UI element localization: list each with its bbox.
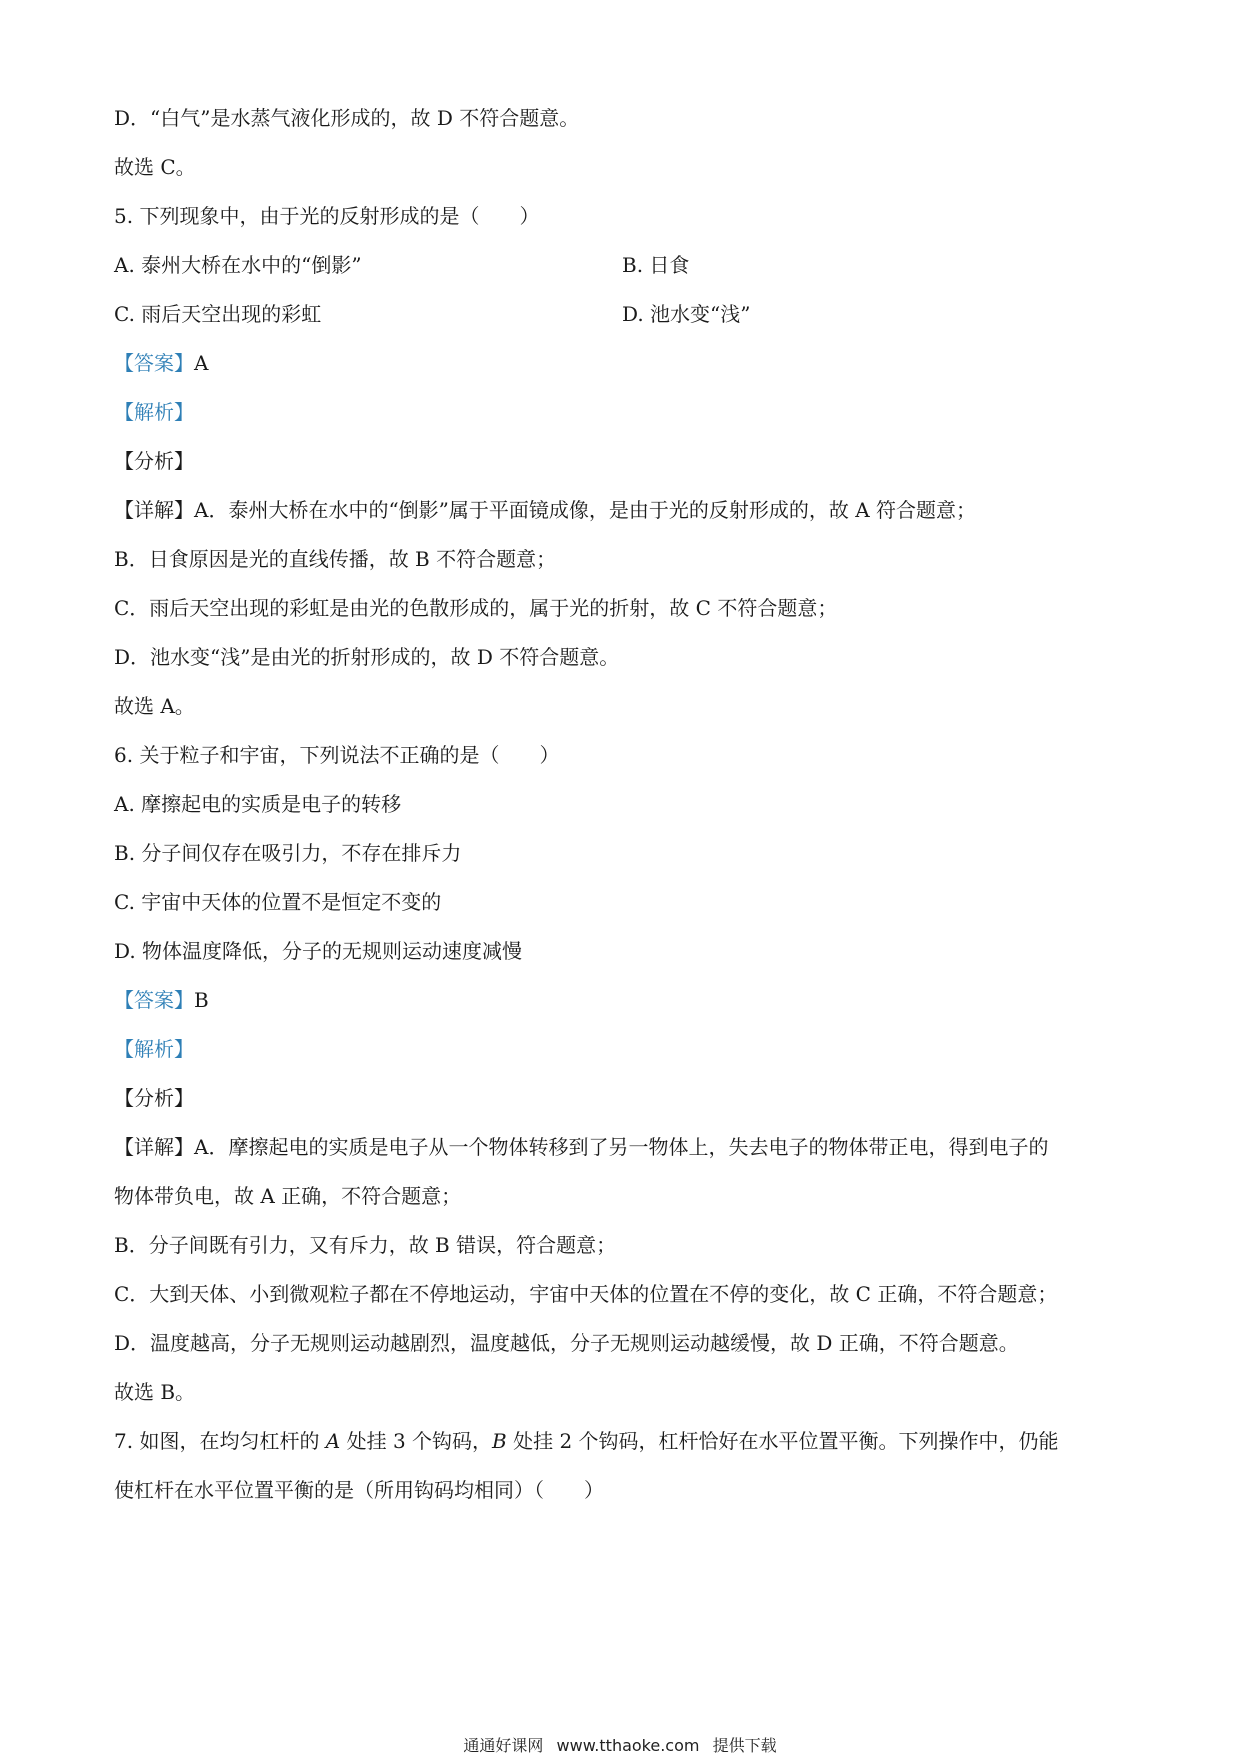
question-6-option-b: B. 分子间仅存在吸引力，不存在排斥力 <box>114 841 462 865</box>
detail-tag: 【详解】 <box>114 1135 194 1159</box>
fenxi-tag: 【分析】 <box>114 1086 194 1110</box>
q7-text-post: 处挂 2 个钩码，杠杆恰好在水平位置平衡。下列操作中，仍能 <box>506 1429 1059 1453</box>
text-line: D．温度越高，分子无规则运动越剧烈，温度越低，分子无规则运动越缓慢，故 D 正确，不符合题意。 <box>114 1331 1019 1355</box>
question-6-option-d: D. 物体温度降低，分子的无规则运动速度减慢 <box>114 939 523 963</box>
text-line: D．“白气”是水蒸气液化形成的，故 D 不符合题意。 <box>114 106 580 130</box>
footer-site-name: 通通好课网 <box>463 1736 544 1755</box>
text-line: C．大到天体、小到微观粒子都在不停地运动，宇宙中天体的位置在不停的变化，故 C 正确，不符合题意； <box>114 1282 1058 1306</box>
answer-line <box>114 349 208 377</box>
q7-text-mid: 处挂 3 个钩码， <box>340 1429 493 1453</box>
detail-tag: 【详解】 <box>114 498 194 522</box>
q7-point-b: B <box>492 1429 507 1453</box>
answer-line <box>114 986 209 1014</box>
question-6-option-c: C. 宇宙中天体的位置不是恒定不变的 <box>114 890 442 914</box>
text-line: 故选 A。 <box>114 694 195 718</box>
footer-url[interactable]: www.tthaoke.com <box>556 1736 700 1755</box>
question-5-option-d: D. 池水变“浅” <box>622 302 751 326</box>
text-line: B．分子间既有引力，又有斥力，故 B 错误，符合题意； <box>114 1233 617 1257</box>
q7-point-a: A <box>325 1429 341 1453</box>
question-5-option-a: A. 泰州大桥在水中的“倒影” <box>114 253 362 277</box>
answer-tag: 【答案】 <box>114 351 194 375</box>
text-line: 物体带负电，故 A 正确，不符合题意； <box>114 1184 462 1208</box>
question-7-stem <box>114 1427 1059 1455</box>
q7-text-pre: 7. 如图，在均匀杠杆的 <box>114 1429 326 1453</box>
detail-line <box>114 496 976 524</box>
text-line: 故选 B。 <box>114 1380 196 1404</box>
fenxi-tag: 【分析】 <box>114 449 194 473</box>
question-6-option-a: A. 摩擦起电的实质是电子的转移 <box>114 792 402 816</box>
detail-text: A．泰州大桥在水中的“倒影”属于平面镜成像，是由于光的反射形成的，故 A 符合题意； <box>194 498 977 522</box>
question-5-option-c: C. 雨后天空出现的彩虹 <box>114 302 322 326</box>
answer-value: A <box>194 351 209 375</box>
question-6-stem: 6. 关于粒子和宇宙，下列说法不正确的是（ ） <box>114 743 560 767</box>
footer-note: 提供下载 <box>712 1736 777 1755</box>
detail-text: A．摩擦起电的实质是电子从一个物体转移到了另一物体上，失去电子的物体带正电，得到电子的 <box>194 1135 1049 1159</box>
question-5-option-b: B. 日食 <box>622 253 690 277</box>
text-line: B．日食原因是光的直线传播，故 B 不符合题意； <box>114 547 557 571</box>
analysis-tag: 【解析】 <box>114 1037 194 1061</box>
detail-line <box>114 1133 1048 1161</box>
question-5-stem: 5. 下列现象中，由于光的反射形成的是（ ） <box>114 204 540 228</box>
answer-tag: 【答案】 <box>114 988 194 1012</box>
text-line: 故选 C。 <box>114 155 196 179</box>
answer-value: B <box>194 988 209 1012</box>
text-line: C．雨后天空出现的彩虹是由光的色散形成的，属于光的折射，故 C 不符合题意； <box>114 596 838 620</box>
question-7-stem-cont: 使杠杆在水平位置平衡的是（所用钩码均相同）（ ） <box>114 1478 604 1502</box>
text-line: D．池水变“浅”是由光的折射形成的，故 D 不符合题意。 <box>114 645 620 669</box>
page-footer <box>0 1733 1240 1756</box>
analysis-tag: 【解析】 <box>114 400 194 424</box>
